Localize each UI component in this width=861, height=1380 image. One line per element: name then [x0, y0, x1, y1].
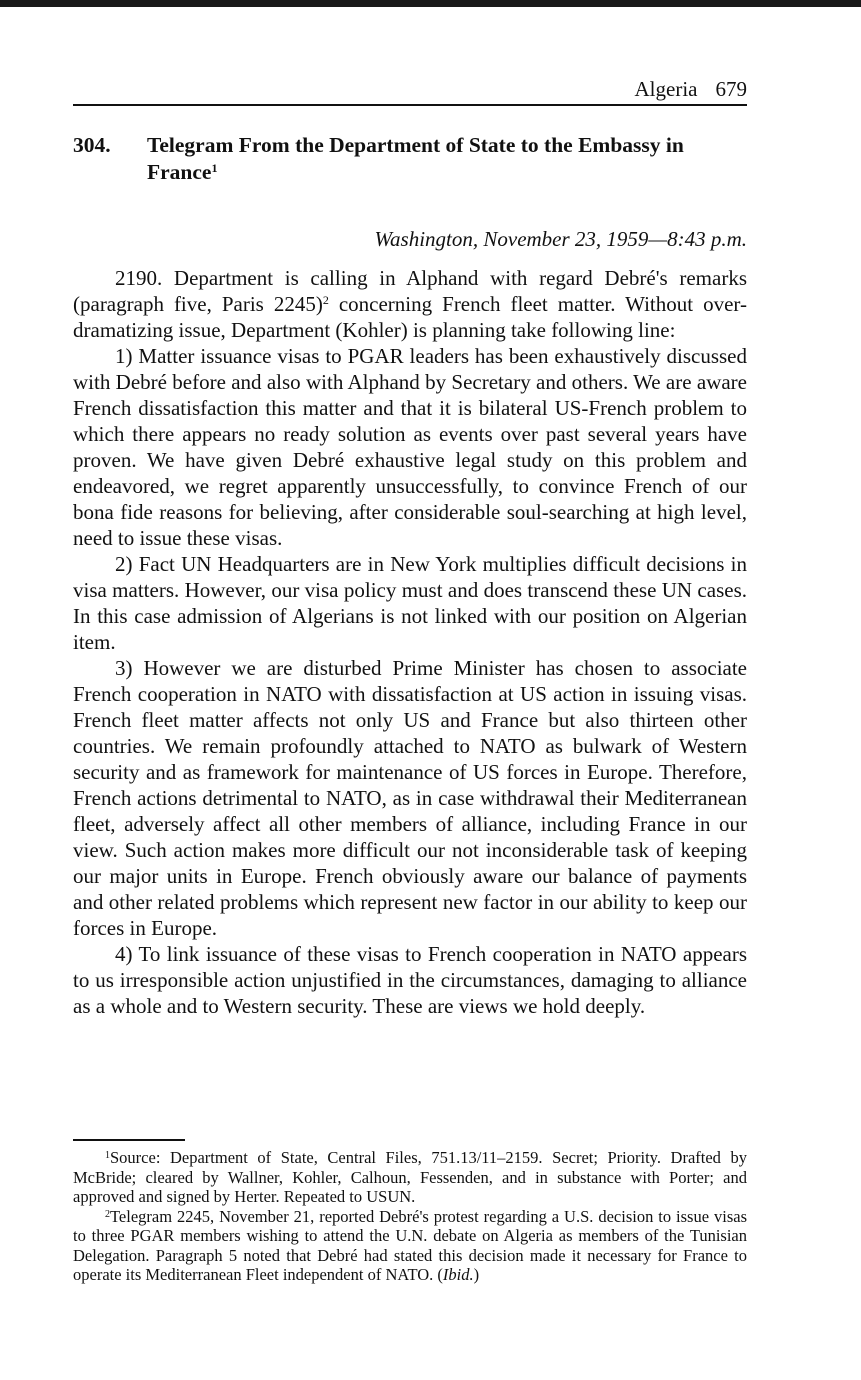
page-number: 679	[715, 77, 747, 101]
document-heading	[73, 132, 747, 186]
footnote-1	[73, 1148, 747, 1207]
footnote-2	[73, 1207, 747, 1285]
footnote-1-text: Source: Department of State, Central Files, 751.13/11–2159. Secret; Priority. Drafted by McBride; cleared by Wallner, Kohler, Calhoun, Fessenden, and in substance with Porter; and approved and signed by Herter. Repeated to USUN.	[73, 1148, 747, 1206]
document-title	[147, 132, 747, 186]
document-number: 304.	[73, 133, 111, 157]
footnote-rule	[73, 1139, 185, 1141]
footnote-2-ibid: Ibid.	[442, 1265, 474, 1284]
footnotes	[73, 1148, 747, 1285]
footnote-2-mark: 2	[105, 1208, 110, 1220]
running-head	[73, 76, 747, 102]
footnote-2-text: Telegram 2245, November 21, reported Debré's protest regarding a U.S. decision to issue visas to three PGAR members wishing to attend the U.N. debate on Algeria as members of the Tunisian Delegation. Paragraph 5 noted that Debré had stated this decision made it necessary for France to operate its Mediterranean Fleet independent of NATO. (	[73, 1206, 747, 1284]
dateline: Washington, November 23, 1959—8:43 p.m.	[374, 227, 747, 251]
header-rule	[73, 104, 747, 106]
footnote-1-mark: 1	[105, 1150, 110, 1161]
paragraph-intro-text-a: 2190. Department is calling in Alphand with regard Debré's remarks (paragraph five, Paris 2245)	[73, 266, 747, 316]
footnote-ref-1: 1	[211, 161, 218, 175]
paragraph-4: 4) To link issuance of these visas to French cooperation in NATO appears to us irresponsible action unjustified in the circumstances, damaging to alliance as a whole and to Western security. These are views we hold deeply.	[73, 942, 747, 1018]
paragraph-intro-text-b: concerning French fleet matter. Without over-dramatizing issue, Department (Kohler) is planning take following line:	[73, 292, 747, 342]
paragraph-1: 1) Matter issuance visas to PGAR leaders has been exhaustively discussed with Debré before and also with Alphand by Secretary and others. We are aware French dissatisfaction this matter and that it is bilateral US-French problem to which there appears no ready solution as events over past several years have proven. We have given Debré exhaustive legal study on this problem and endeavored, we regret apparently unsuccessfully, to convince French of our bona fide reasons for believing, after considerable soul-searching at high level, need to issue these visas.	[73, 344, 747, 550]
top-edge-bar	[0, 0, 861, 7]
paragraph-3: 3) However we are disturbed Prime Minister has chosen to associate French cooperation in NATO with dissatisfaction at US action in issuing visas. French fleet matter affects not only US and France but also thirteen other countries. We remain profoundly attached to NATO as bulwark of Western security and as framework for maintenance of US forces in Europe. Therefore, French actions detrimental to NATO, as in case withdrawal their Mediterranean fleet, adversely affect all other members of alliance, including France in our view. Such action makes more difficult our not inconsiderable task of keeping our major units in Europe. French obviously aware our balance of payments and other related problems which represent new factor in our ability to keep our forces in Europe.	[73, 656, 747, 940]
telegram-body	[73, 265, 747, 1019]
running-head-section: Algeria	[634, 77, 698, 101]
footnote-2-close: )	[473, 1265, 480, 1284]
document-title-text: Telegram From the Department of State to the Embassy in France	[147, 133, 684, 184]
paragraph-2: 2) Fact UN Headquarters are in New York multiplies difficult decisions in visa matters. However, our visa policy must and does transcend these UN cases. In this case admission of Algerians is not linked with our position on Algerian item.	[73, 552, 747, 654]
footnote-ref-2: 2	[322, 293, 329, 307]
paragraph-intro	[73, 265, 747, 343]
